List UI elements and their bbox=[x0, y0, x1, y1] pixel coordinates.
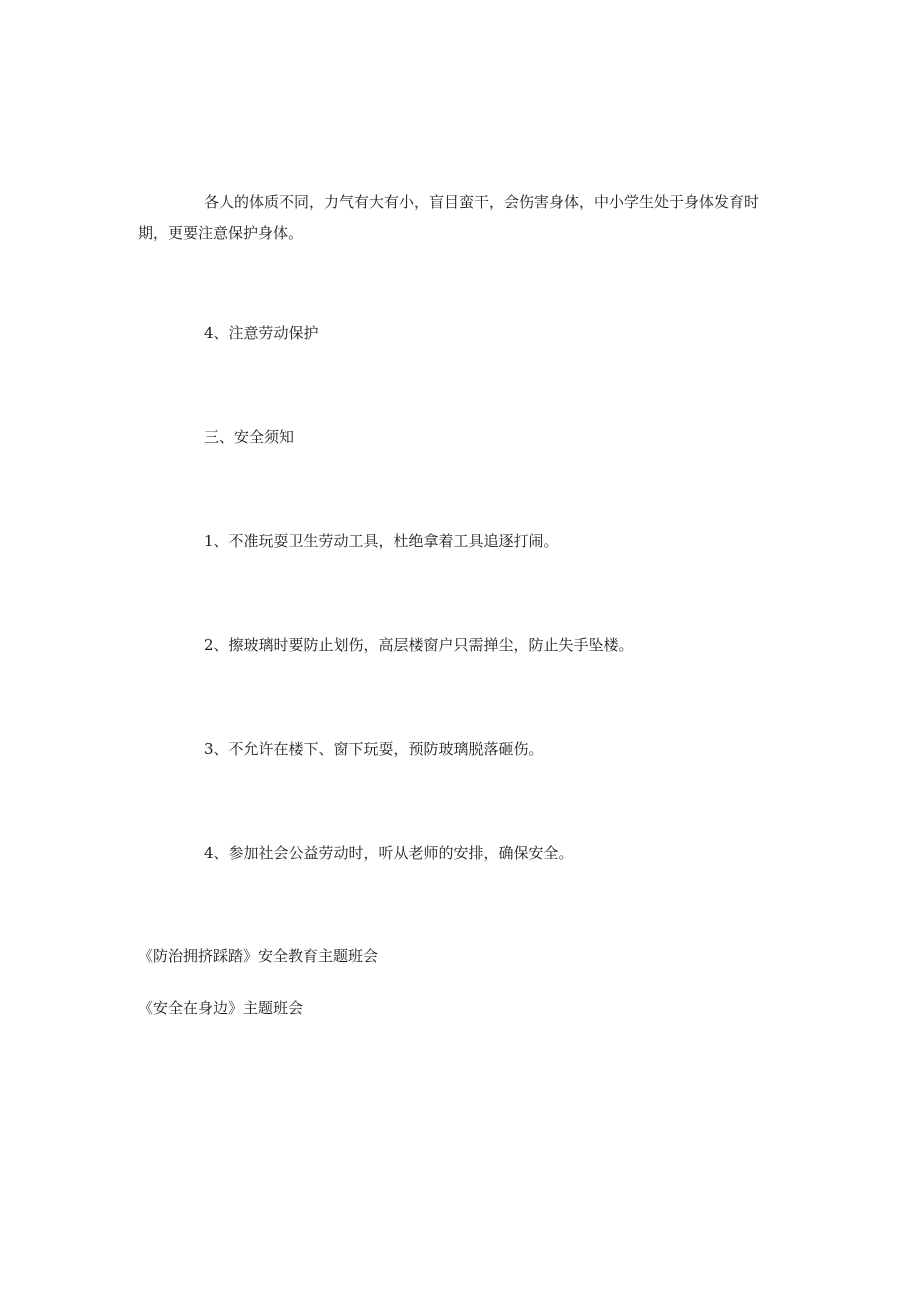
heading-labor-protection: 4、注意劳动保护 bbox=[204, 324, 319, 342]
section-heading-safety: 三、安全须知 bbox=[204, 428, 295, 446]
safety-item-3: 3、不允许在楼下、窗下玩耍，预防玻璃脱落砸伤。 bbox=[204, 740, 544, 758]
intro-paragraph: 各人的体质不同，力气有大有小，盲目蛮干，会伤害身体，中小学生处于身体发育时期，更要注意保护身体。 bbox=[138, 193, 760, 242]
related-link-safety-around[interactable]: 《安全在身边》主题班会 bbox=[138, 999, 304, 1017]
safety-item-2: 2、擦玻璃时要防止划伤，高层楼窗户只需掸尘，防止失手坠楼。 bbox=[204, 636, 634, 654]
related-link-crowd-stampede[interactable]: 《防治拥挤踩踏》安全教育主题班会 bbox=[138, 947, 379, 965]
safety-item-4: 4、参加社会公益劳动时，听从老师的安排，确保安全。 bbox=[204, 844, 574, 862]
safety-item-1: 1、不准玩耍卫生劳动工具，杜绝拿着工具追逐打闹。 bbox=[204, 532, 559, 550]
